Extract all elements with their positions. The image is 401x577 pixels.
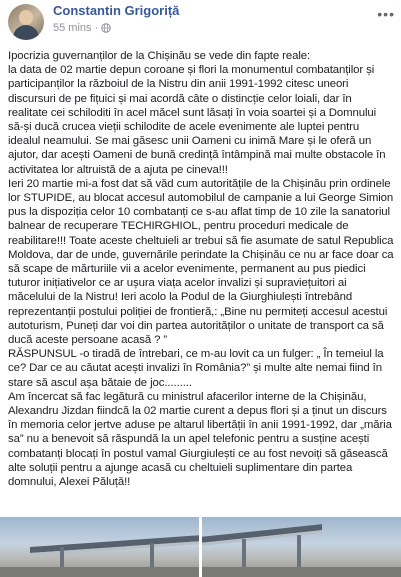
post-paragraph: Ieri 20 martie mi-a fost dat să văd cum autoritățile de la Chișinău prin ordinele lor STUPIDE, au blocat accesul automobilul de campanie a lui George Simion pus la dispoziția celor 10 combatanți ce s-au aflat timp de 10 zile la sanatoriul balnear de recuperare TECHIRGHIOL, pentru proceduri medicale de reabilitare!!! Toate aceste cheltuieli ar trebui să fie asumate de satul Republica Moldova, dar de unde, guvernările perindate la Chișinău ce nu ar face doar ca să scape de mărturiile vii a acelor evenimente, permanent au pus piedici tuturor inițiativelor ce ar ușura viața acelor invalizi și supraviețuitori ai măcelului de la Nistru! Ieri acolo la Podul de la Giurghiulești întrebând reprezentanții postului poliției de frontieră,: „Bine nu permiteți accesul acestui autoturism, Puneți dar voi din partea autorităților o unitate de transport ca să ducă aceste persoane acasă ? ” (8, 177, 394, 347)
avatar-torso (13, 25, 39, 40)
globe-icon (101, 23, 111, 33)
post-paragraph: Ipocrizia guvernanților de la Chișinău se vede din fapte reale: (8, 50, 311, 62)
post-photo[interactable] (202, 517, 401, 577)
post-timestamp[interactable]: 55 mins (53, 22, 92, 34)
post-paragraph: Am încercat să fac legătură cu ministrul afacerilor interne de la Chișinău, Alexandru Jizdan fiindcă la 02 martie curent a depus flori și a ținut un discurs în memoria celor jertve aduse pe altarul libertății în anii 1991-1992, dar „măria sa” nu a benevoit să răspundă la un apel telefonic pentru a susține acești combatanți blocați în postul vamal Giurgiulești ce au fost nevoiți să găsească alte soluții pentru a ajunge acasă cu cheltuieli suplimentare din partea domnului, Alexei Păluță!! (8, 390, 392, 489)
avatar-head (19, 10, 33, 25)
post-meta: 55 mins · (53, 22, 111, 34)
post-paragraph: RĂSPUNSUL -o tiradă de întrebari, ce m-au lovit ca un fulger: „ În temeiul la ce? Dar ce au căutat acești invalizi în România?” și multe alte nemai fiind în stare să ascul așa bătaie de joc......... (8, 348, 384, 389)
post-body (8, 49, 394, 489)
photo-ground (0, 567, 199, 577)
photo-ground (202, 567, 401, 577)
more-options-icon[interactable]: ••• (377, 6, 395, 22)
photo-pillar (297, 535, 301, 569)
photo-pillar (242, 539, 246, 569)
author-name[interactable]: Constantin Grigoriță (53, 3, 180, 18)
post-header (0, 0, 401, 44)
post-photo[interactable] (0, 517, 199, 577)
post-paragraph: la data de 02 martie depun coroane și flori la monumentul combatanților și participanților la războiul de la Nistru din anii 1991-1992 citesc uneori discursuri de pe fițuici și mai acordă câte o distincție celor loiali, dar în realitate cei schiloditi în acel măcel sunt lăsați în voia soartei și a Domnului să-și ducă crucea vieții schilodite de acele evenimente ale luptei pentru idealul neamului. Se mai găsesc unii Oameni cu inimă Mare și le oferă un ajutor, dar acești Oameni de bună credință întâmpină mai multe obstacole în activitatea lor altruistă de a ajuta pe cineva!!! (8, 64, 386, 176)
photo-pillar (150, 543, 154, 569)
author-avatar[interactable] (8, 4, 44, 40)
photo-pillar (60, 547, 64, 569)
post-photos (0, 517, 401, 577)
